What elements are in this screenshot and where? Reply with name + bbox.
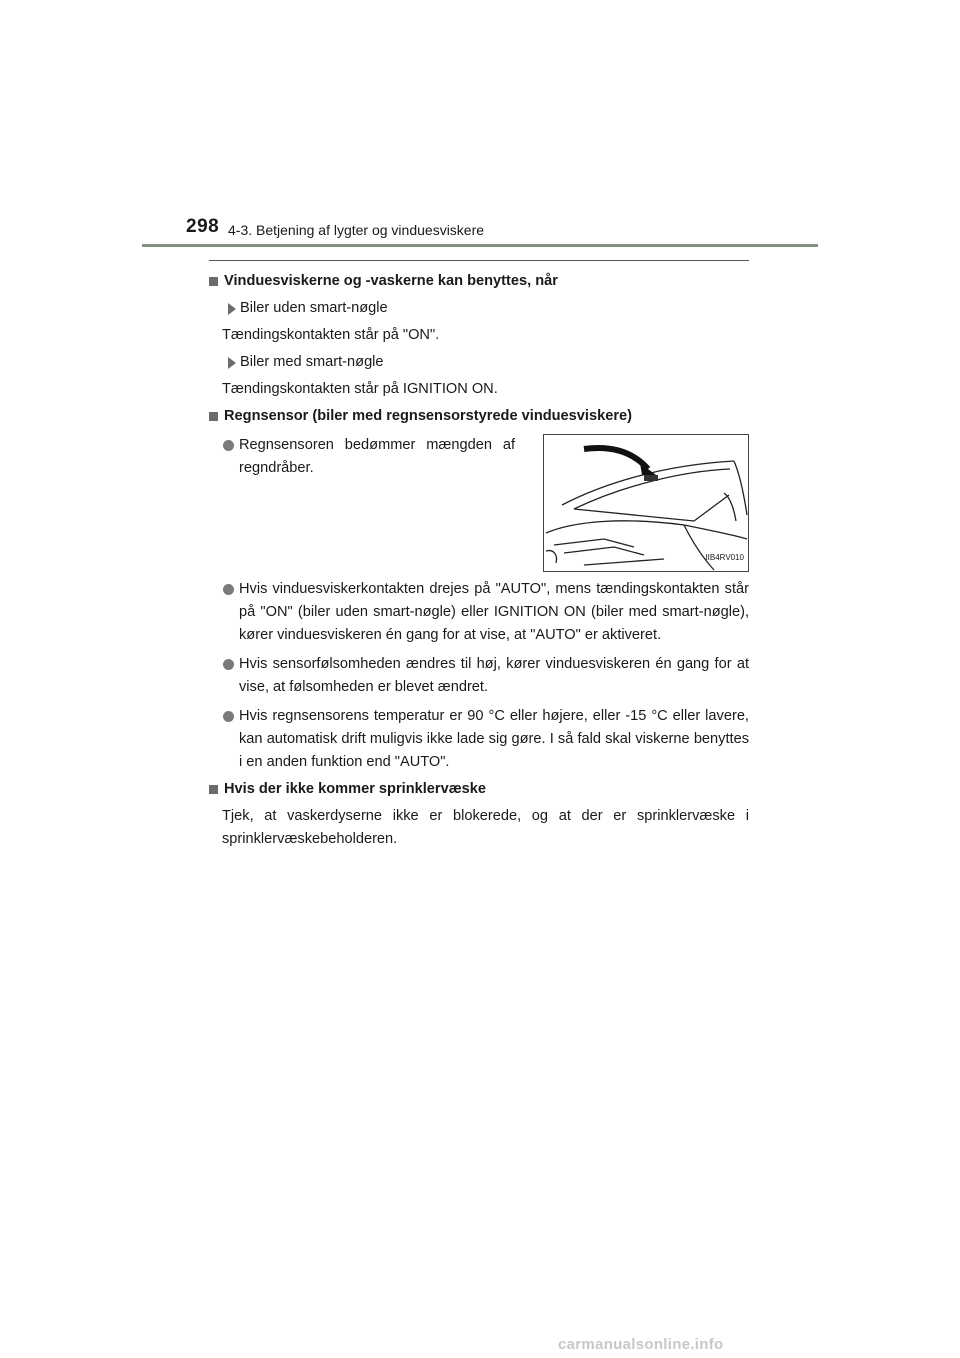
square-bullet-icon bbox=[209, 277, 218, 286]
bullet-item bbox=[223, 578, 749, 647]
watermark: carmanualsonline.info bbox=[558, 1336, 724, 1353]
heading-text: Vinduesviskerne og -vaskerne kan benyttes, når bbox=[224, 273, 558, 289]
bullet-text: Regnsensoren bedømmer mængden af regndråber. bbox=[239, 437, 515, 476]
condition-text: Tændingskontakten står på IGNITION ON. bbox=[222, 381, 498, 397]
bullet-item bbox=[223, 653, 749, 699]
figure-code: IIB4RV010 bbox=[705, 553, 744, 562]
square-bullet-icon bbox=[209, 785, 218, 794]
round-bullet-icon bbox=[223, 440, 234, 451]
section-text: Tjek, at vaskerdyserne ikke er blokerede, og at der er sprinklervæske i sprinklervæskebeholderen. bbox=[222, 808, 749, 847]
section-heading bbox=[209, 270, 749, 293]
round-bullet-icon bbox=[223, 711, 234, 722]
bullet-text: Hvis vinduesviskerkontakten drejes på "AUTO", mens tændingskontakten står på "ON" (biler uden smart-nøgle) eller IGNITION ON (biler med smart-nøgle), kører vinduesviskeren én gang for at vise, at "AUTO" er aktiveret. bbox=[239, 581, 749, 643]
round-bullet-icon bbox=[223, 659, 234, 670]
bullet-text: Hvis sensorfølsomheden ændres til høj, kører vinduesviskeren én gang for at vise, at følsomheden er blevet ændret. bbox=[239, 656, 749, 695]
condition-label-text: Biler uden smart-nøgle bbox=[240, 300, 388, 316]
figure-row bbox=[209, 428, 749, 572]
section-heading bbox=[209, 778, 749, 801]
bullet-item bbox=[223, 434, 515, 480]
triangle-bullet-icon bbox=[228, 357, 236, 369]
rain-sensor-illustration bbox=[543, 434, 749, 572]
section-heading bbox=[209, 405, 749, 428]
condition-label-text: Biler med smart-nøgle bbox=[240, 354, 384, 370]
condition-label bbox=[228, 351, 749, 374]
heading-text: Regnsensor (biler med regnsensorstyrede vinduesviskere) bbox=[224, 408, 632, 424]
page-content bbox=[209, 266, 749, 851]
condition-label bbox=[228, 297, 749, 320]
triangle-bullet-icon bbox=[228, 303, 236, 315]
header-rule bbox=[142, 244, 818, 247]
bullet-text: Hvis regnsensorens temperatur er 90 °C eller højere, eller -15 °C eller lavere, kan automatisk drift muligvis ikke lade sig gøre. I så fald skal viskerne benyttes i en anden funktion end "AUTO". bbox=[239, 708, 749, 770]
condition-text: Tændingskontakten står på "ON". bbox=[222, 327, 440, 343]
page-number: 298 bbox=[186, 216, 220, 237]
bullet-item bbox=[223, 705, 749, 774]
running-header: 4-3. Betjening af lygter og vinduesviskere bbox=[228, 222, 485, 238]
round-bullet-icon bbox=[223, 584, 234, 595]
heading-text: Hvis der ikke kommer sprinklervæske bbox=[224, 781, 487, 797]
section-divider bbox=[209, 260, 749, 261]
square-bullet-icon bbox=[209, 412, 218, 421]
